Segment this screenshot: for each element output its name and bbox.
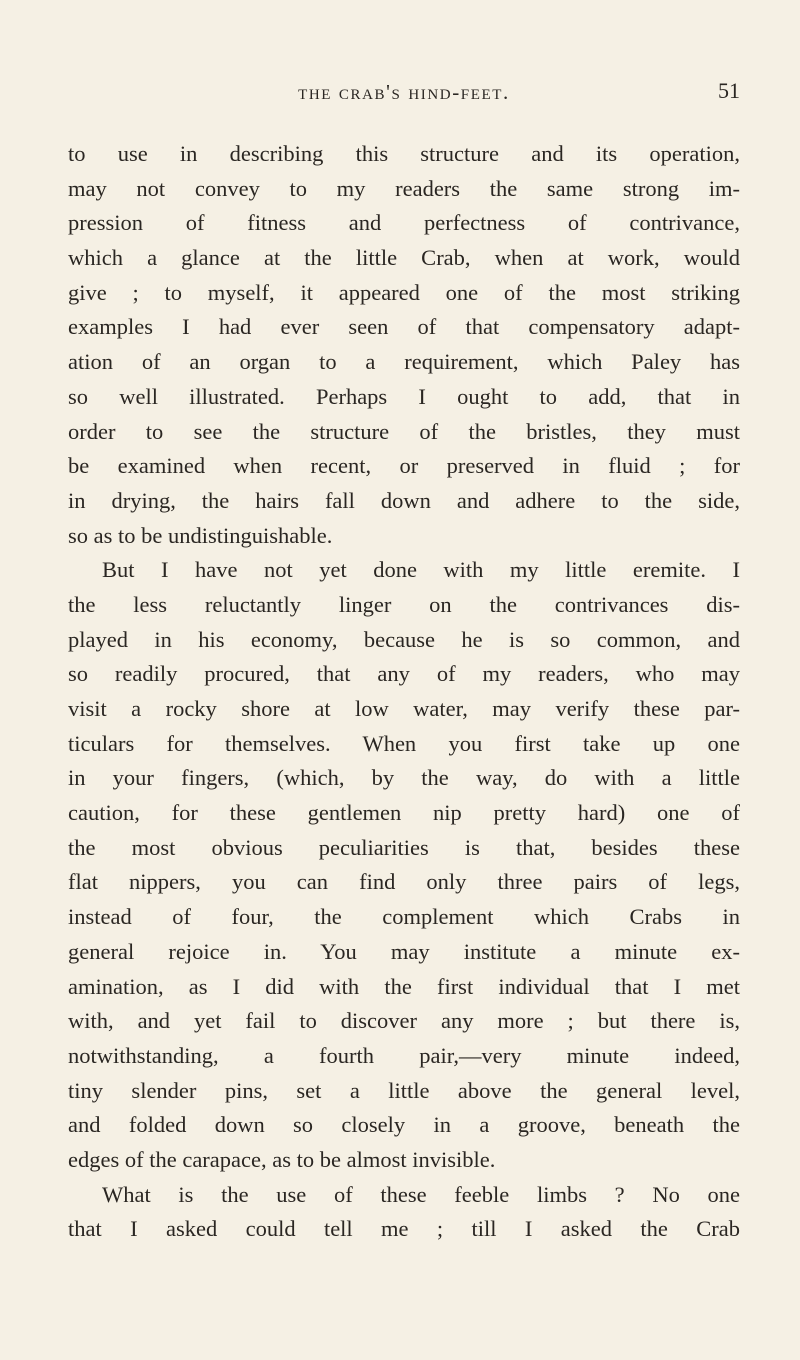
text-line: notwithstanding, a fourth pair,—very minute indeed, — [68, 1042, 740, 1068]
text-line: in your fingers, (which, by the way, do with a little — [68, 765, 740, 791]
text-line: so well illustrated. Perhaps I ought to add, that in — [68, 383, 740, 409]
paragraph-end-line: edges of the carapace, as to be almost invisible. — [68, 1146, 496, 1172]
body-text — [68, 137, 740, 1247]
text-line: flat nippers, you can find only three pairs of legs, — [68, 869, 740, 895]
text-line: caution, for these gentlemen nip pretty hard) one of — [68, 800, 740, 826]
text-line: visit a rocky shore at low water, may verify these par- — [68, 696, 740, 721]
text-line: ation of an organ to a requirement, which Paley has — [68, 349, 740, 375]
text-line: the less reluctantly linger on the contrivances dis- — [68, 591, 740, 617]
text-line: amination, as I did with the first individual that I met — [68, 973, 740, 999]
text-line: with, and yet fail to discover any more ; but there is, — [68, 1008, 740, 1034]
paragraph-start-line: But I have not yet done with my little eremite. I — [102, 557, 740, 583]
text-line: in drying, the hairs fall down and adhere to the side, — [68, 487, 740, 513]
paragraph-start-line: What is the use of these feeble limbs ? No one — [102, 1181, 740, 1207]
text-line: ticulars for themselves. When you first take up one — [68, 730, 740, 756]
page-number: 51 — [718, 78, 740, 103]
text-line: and folded down so closely in a groove, beneath the — [68, 1112, 740, 1138]
text-line: give ; to myself, it appeared one of the most striking — [68, 279, 740, 305]
text-line: the most obvious peculiarities is that, besides these — [68, 834, 740, 860]
text-line: played in his economy, because he is so common, and — [68, 626, 740, 652]
running-title: the crab's hind-feet. — [298, 80, 510, 104]
text-line: tiny slender pins, set a little above the general level, — [68, 1077, 740, 1103]
text-line: that I asked could tell me ; till I asked the Crab — [68, 1216, 740, 1242]
text-line: order to see the structure of the bristles, they must — [68, 418, 740, 444]
text-line: to use in describing this structure and its operation, — [68, 141, 740, 166]
text-line: so readily procured, that any of my readers, who may — [68, 661, 740, 687]
text-line: which a glance at the little Crab, when at work, would — [68, 245, 740, 271]
text-line: general rejoice in. You may institute a minute ex- — [68, 938, 740, 964]
text-line: may not convey to my readers the same strong im- — [68, 175, 740, 201]
text-line: instead of four, the complement which Crabs in — [68, 904, 740, 930]
text-line: examples I had ever seen of that compensatory adapt- — [68, 314, 740, 340]
paragraph-end-line: so as to be undistinguishable. — [68, 522, 333, 548]
running-head — [68, 80, 740, 110]
text-line: be examined when recent, or preserved in fluid ; for — [68, 453, 740, 479]
text-line: pression of fitness and perfectness of contrivance, — [68, 210, 740, 236]
